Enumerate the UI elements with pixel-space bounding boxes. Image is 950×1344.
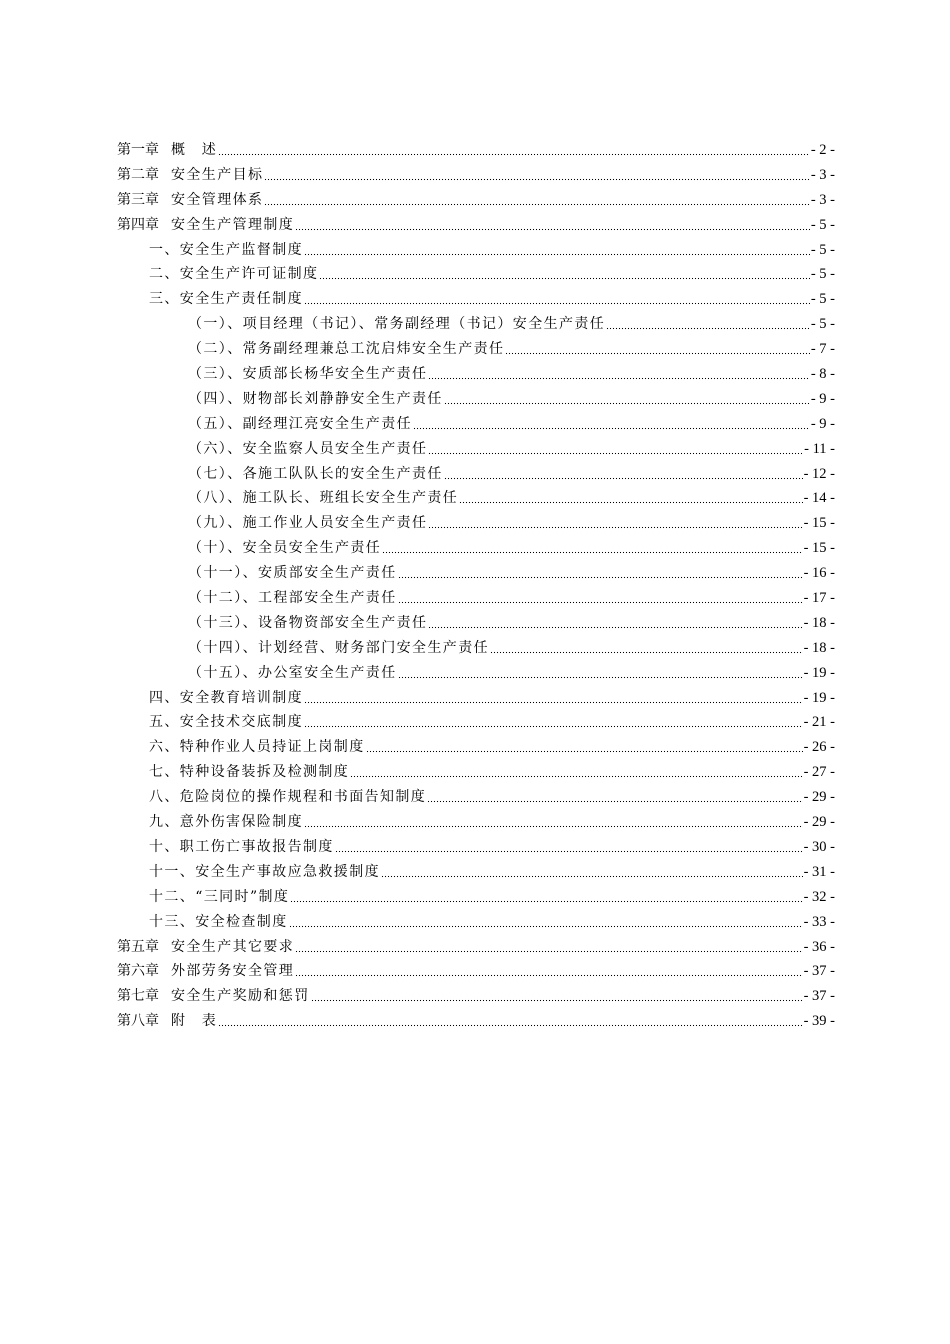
toc-entry-title: （十）、安全员安全生产责任 [188,540,382,557]
dot-leader [505,341,809,355]
chapter-number: 第五章 [117,938,159,955]
toc-entry-title: （三）、安质部长杨华安全生产责任 [188,366,428,383]
toc-page-number: - 18 - [803,614,835,631]
toc-entry-label [117,1009,217,1034]
chapter-number: 第一章 [117,142,159,158]
dot-leader [382,540,802,554]
dot-leader [606,316,810,330]
toc-entry[interactable] [117,462,835,487]
dot-leader [398,565,803,579]
toc-entry[interactable] [117,511,835,536]
dot-leader [218,1013,802,1027]
toc-entry[interactable] [117,312,835,337]
toc-entry[interactable] [117,188,835,213]
dot-leader [304,714,803,728]
toc-entry[interactable] [117,760,835,785]
toc-page-number: - 5 - [810,216,835,233]
toc-page-number: - 12 - [803,465,835,482]
toc-entry-title: （九）、施工作业人员安全生产责任 [188,515,428,532]
dot-leader [295,963,802,977]
toc-page-number: - 17 - [803,590,835,607]
toc-entry-title: 安全生产目标 [171,166,264,183]
toc-page-number: - 26 - [803,739,835,756]
toc-page-number: - 21 - [803,714,835,731]
toc-page-number: - 14 - [803,490,835,507]
toc-entry-title: 六、特种作业人员持证上岗制度 [149,739,365,756]
toc-entry-title: （五）、副经理江亮安全生产责任 [188,415,412,432]
dot-leader [413,416,810,430]
toc-entry-title: （十二）、工程部安全生产责任 [188,590,397,607]
toc-page-number: - 5 - [810,241,835,258]
toc-page-number: - 39 - [803,1013,835,1030]
dot-leader [264,192,809,206]
dot-leader [398,665,803,679]
toc-entry[interactable] [117,163,835,188]
toc-page-number: - 37 - [803,988,835,1005]
chapter-number: 第二章 [117,166,159,183]
toc-entry[interactable] [117,561,835,586]
toc-entry[interactable] [117,935,835,960]
toc-page-number: - 29 - [803,789,835,806]
toc-entry[interactable] [117,810,835,835]
dot-leader [304,690,803,704]
toc-entry-title: 一、安全生产监督制度 [149,241,303,258]
dot-leader [319,266,809,280]
dot-leader [350,764,802,778]
toc-entry-title: （八）、施工队长、班组长安全生产责任 [188,490,459,507]
toc-entry[interactable] [117,860,835,885]
toc-page-number: - 9 - [810,415,835,432]
toc-entry-title: 安全生产奖励和惩罚 [171,988,310,1005]
dot-leader [427,789,802,803]
dot-leader [264,167,809,181]
toc-page-number: - 18 - [803,639,835,656]
toc-page-number: - 5 - [810,291,835,308]
toc-entry[interactable] [117,885,835,910]
chapter-number: 第三章 [117,191,159,208]
dot-leader [304,291,810,305]
dot-leader [295,939,802,953]
toc-entry[interactable] [117,213,835,238]
toc-entry[interactable] [117,835,835,860]
toc-page-number: - 36 - [803,938,835,955]
toc-entry-label [117,188,263,213]
toc-entry[interactable] [117,710,835,735]
toc-entry[interactable] [117,287,835,312]
toc-page-number: - 31 - [803,863,835,880]
toc-entry[interactable] [117,735,835,760]
toc-entry[interactable] [117,636,835,661]
toc-entry[interactable] [117,959,835,984]
toc-entry-title: （四）、财物部长刘静静安全生产责任 [188,390,443,407]
toc-entry-title: 安全生产其它要求 [171,938,295,955]
toc-page-number: - 29 - [803,814,835,831]
toc-entry-title: 概 述 [171,142,218,158]
toc-entry-title: 十二、“三同时”制度 [149,888,290,905]
toc-page-number: - 19 - [803,689,835,706]
toc-entry[interactable] [117,686,835,711]
toc-entry[interactable] [117,362,835,387]
toc-entry-title: （一）、项目经理（书记）、常务副经理（书记）安全生产责任 [188,316,606,333]
toc-page-number: - 8 - [810,366,835,383]
toc-entry-title: 八、危险岗位的操作规程和书面告知制度 [149,789,427,806]
toc-entry-title: 二、安全生产许可证制度 [149,266,319,283]
toc-page-number: - 15 - [803,540,835,557]
toc-page-number: - 3 - [810,191,835,208]
toc-entry-title: （二）、常务副经理兼总工沈启炜安全生产责任 [188,341,505,358]
toc-entry[interactable] [117,661,835,686]
toc-page-number: - 33 - [803,913,835,930]
toc-entry[interactable] [117,910,835,935]
toc-entry-title: 十三、安全检查制度 [149,913,288,930]
toc-page-number: - 7 - [810,341,835,358]
toc-entry-title: 七、特种设备装拆及检测制度 [149,764,350,781]
toc-page-number: - 15 - [803,515,835,532]
dot-leader [304,242,810,256]
chapter-number: 第六章 [117,963,159,980]
toc-entry[interactable] [117,586,835,611]
toc-entry-label [117,959,294,984]
toc-entry[interactable] [117,238,835,263]
toc-page-number: - 19 - [803,664,835,681]
toc-entry[interactable] [117,611,835,636]
dot-leader [428,366,809,380]
chapter-number: 第四章 [117,216,159,233]
toc-entry[interactable] [117,1009,835,1034]
toc-page-number: - 16 - [803,565,835,582]
toc-entry-title: （十一）、安质部安全生产责任 [188,565,397,582]
toc-entry-title: 十、职工伤亡事故报告制度 [149,838,334,855]
toc-entry-label [117,163,263,188]
dot-leader [311,988,803,1002]
dot-leader [304,814,803,828]
dot-leader [218,142,810,156]
dot-leader [366,739,803,753]
toc-page-number: - 37 - [803,963,835,980]
dot-leader [490,640,803,654]
toc-entry-label [117,935,294,960]
toc-entry[interactable] [117,486,835,511]
toc-entry-title: （十五）、办公室安全生产责任 [188,664,397,681]
toc-entry[interactable] [117,138,835,163]
toc-entry-title: 九、意外伤害保险制度 [149,814,303,831]
table-of-contents [117,138,835,1034]
toc-entry-title: 附 表 [171,1013,218,1030]
toc-entry-title: 十一、安全生产事故应急救援制度 [149,863,380,880]
dot-leader [295,217,810,231]
dot-leader [459,490,802,504]
toc-entry-title: 五、安全技术交底制度 [149,714,303,731]
toc-entry-title: 三、安全生产责任制度 [149,291,303,308]
toc-page-number: - 30 - [803,838,835,855]
chapter-number: 第七章 [117,988,159,1005]
chapter-number: 第八章 [117,1013,159,1030]
toc-entry-label [117,984,310,1009]
toc-entry[interactable] [117,437,835,462]
toc-page-number: - 11 - [804,440,835,457]
toc-entry[interactable] [117,337,835,362]
dot-leader [428,441,803,455]
toc-entry[interactable] [117,262,835,287]
dot-leader [381,864,803,878]
toc-page-number: - 9 - [810,390,835,407]
toc-entry[interactable] [117,984,835,1009]
toc-entry-title: 外部劳务安全管理 [171,963,295,980]
dot-leader [289,914,803,928]
toc-entry[interactable] [117,785,835,810]
toc-page-number: - 2 - [810,142,835,158]
dot-leader [290,889,802,903]
toc-page-number: - 27 - [803,764,835,781]
toc-entry[interactable] [117,387,835,412]
dot-leader [428,515,802,529]
toc-page-number: - 3 - [810,166,835,183]
toc-entry-label [117,138,217,163]
dot-leader [398,590,803,604]
toc-page-number: - 32 - [803,888,835,905]
toc-entry-label [117,213,294,238]
toc-entry-title: 四、安全教育培训制度 [149,689,303,706]
dot-leader [444,391,810,405]
dot-leader [444,466,803,480]
toc-entry-title: 安全管理体系 [171,191,264,208]
toc-entry[interactable] [117,412,835,437]
dot-leader [428,615,802,629]
toc-entry-title: （十三）、设备物资部安全生产责任 [188,614,428,631]
toc-entry-title: （六）、安全监察人员安全生产责任 [188,440,428,457]
toc-page-number: - 5 - [810,316,835,333]
toc-page-number: - 5 - [810,266,835,283]
toc-entry-title: 安全生产管理制度 [171,216,295,233]
toc-entry-title: （十四）、计划经营、财务部门安全生产责任 [188,639,489,656]
toc-entry-title: （七）、各施工队队长的安全生产责任 [188,465,443,482]
toc-entry[interactable] [117,536,835,561]
dot-leader [335,839,803,853]
